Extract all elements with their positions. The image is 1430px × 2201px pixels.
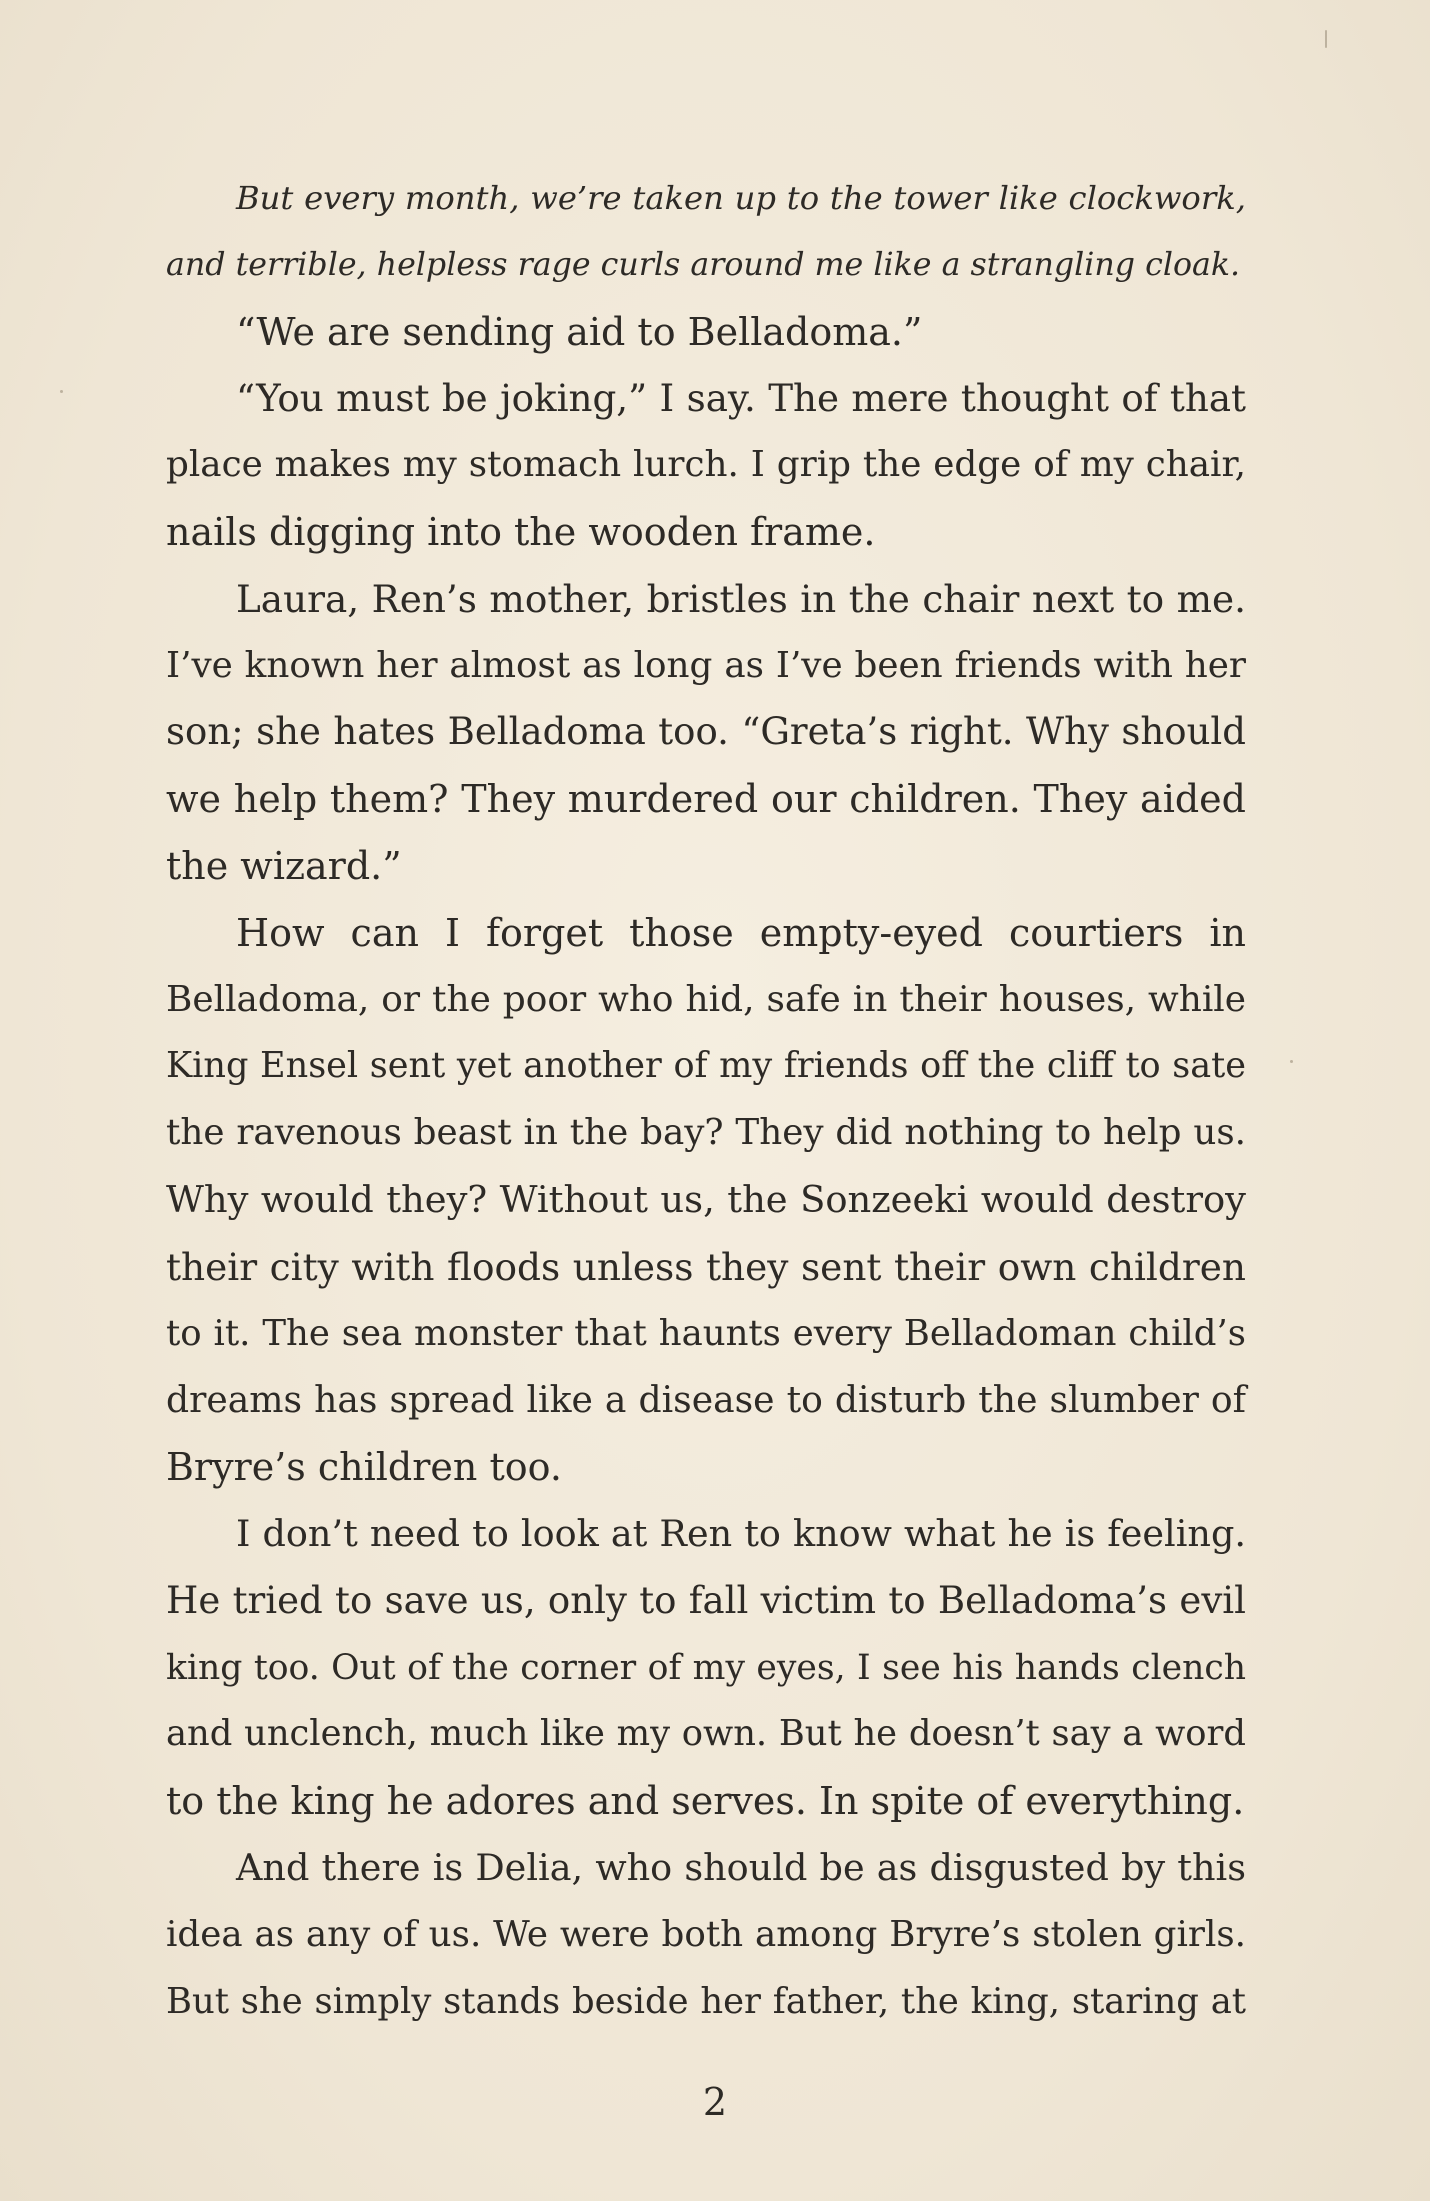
text-line: Bryre’s children too. [166, 1445, 562, 1490]
paragraph [166, 1501, 1246, 1835]
paragraph [166, 299, 1246, 366]
text-line: nails digging into the wooden frame. [166, 509, 876, 554]
text-line: But every month, we’re taken up to the tower like clockwork, [236, 179, 1246, 217]
text-line: son; she hates Belladoma too. “Greta’s right. Why should [166, 710, 1246, 754]
text-line: to the king he adores and serves. In spite of everything. [166, 1779, 1245, 1824]
paper-speck [60, 390, 63, 393]
text-line: and unclench, much like my own. But he doesn’t say a word [166, 1713, 1246, 1755]
text-line: and terrible, helpless rage curls around me like a strangling cloak. [166, 246, 1241, 283]
text-line: to it. The sea monster that haunts every Belladoman child’s [166, 1312, 1246, 1354]
text-line: king too. Out of the corner of my eyes, I see his hands clench [166, 1647, 1246, 1688]
text-line: But she simply stands beside her father, the king, staring at [166, 1980, 1246, 2022]
paragraph [166, 165, 1246, 299]
text-line: Why would they? Without us, the Sonzeeki would destroy [166, 1177, 1246, 1221]
paper-mark [1325, 30, 1327, 48]
text-line: the ravenous beast in the bay? They did nothing to help us. [166, 1112, 1246, 1154]
text-line: we help them? They murdered our children. They aided [166, 777, 1246, 822]
text-line: “You must be joking,” I say. The mere thought of that [236, 376, 1246, 421]
text-line: idea as any of us. We were both among Bryre’s stolen girls. [166, 1913, 1246, 1955]
paragraph [166, 365, 1246, 565]
text-line: place makes my stomach lurch. I grip the edge of my chair, [166, 444, 1246, 486]
paragraph [166, 566, 1246, 900]
text-line: And there is Delia, who should be as disgusted by this [236, 1845, 1246, 1889]
text-line: King Ensel sent yet another of my friends off the cliff to sate [166, 1045, 1246, 1087]
page-number: 2 [702, 2080, 728, 2124]
text-line: I don’t need to look at Ren to know what he is feeling. [236, 1511, 1246, 1555]
paper-speck [1290, 1060, 1293, 1063]
page-body-text [166, 165, 1246, 2035]
text-line: “We are sending aid to Belladoma.” [236, 309, 923, 354]
text-line: I’ve known her almost as long as I’ve been friends with her [166, 644, 1246, 686]
text-line: dreams has spread like a disease to disturb the slumber of [166, 1378, 1246, 1422]
text-line: He tried to save us, only to fall victim to Belladoma’s evil [166, 1578, 1246, 1622]
paragraph [166, 900, 1246, 1501]
text-line: their city with floods unless they sent their own children [166, 1244, 1246, 1289]
text-line: the wizard.” [166, 843, 402, 888]
paragraph [166, 1835, 1246, 2035]
text-line: Belladoma, or the poor who hid, safe in their houses, while [166, 978, 1246, 1020]
text-line: How can I forget those empty-eyed courtiers in [236, 910, 1246, 955]
text-line: Laura, Ren’s mother, bristles in the chair next to me. [236, 576, 1246, 621]
